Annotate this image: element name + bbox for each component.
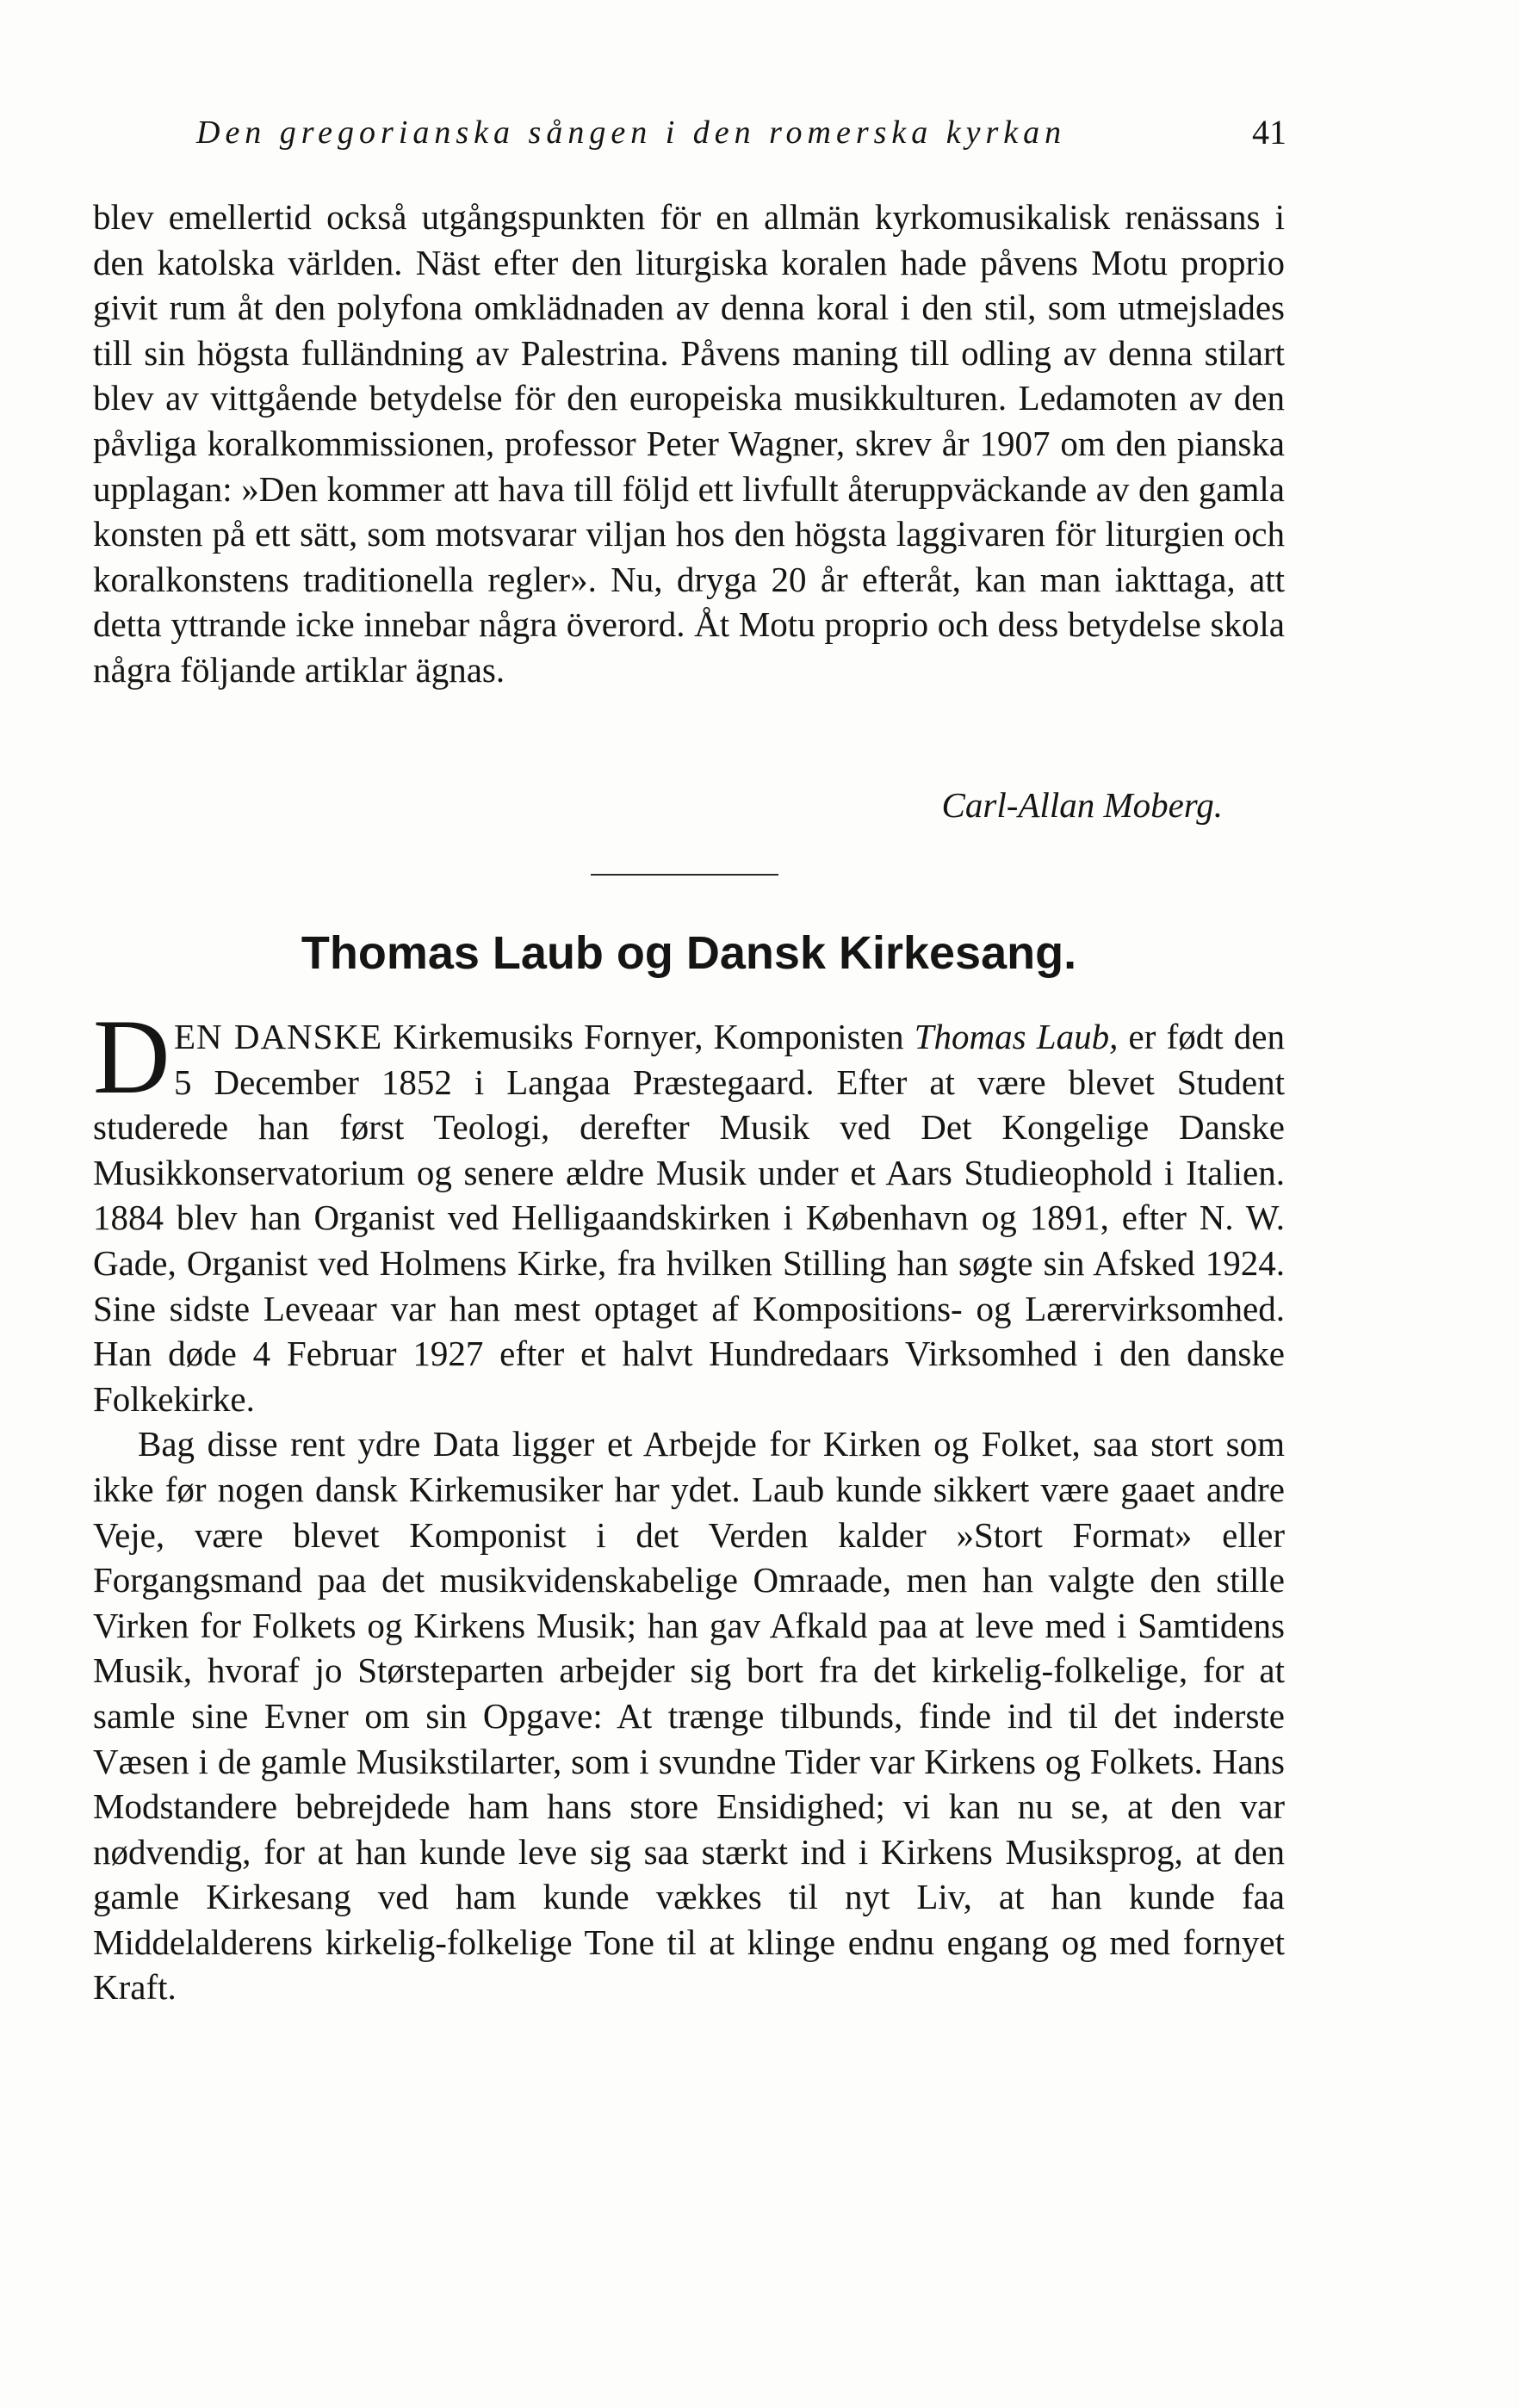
paragraph-text: Kirkemusiks Fornyer, Komponisten (382, 1017, 914, 1056)
danish-article-body (93, 998, 1285, 2010)
drop-cap-box (93, 998, 170, 1116)
author-signature: Carl-Allan Moberg. (941, 785, 1223, 825)
drop-cap: D (93, 998, 170, 1116)
body-paragraph: Bag disse rent ydre Data ligger et Arbejde for Kirken og Folket, saa stort som ikke før nogen dansk Kirkemusiker har ydet. Laub kunde sikkert være gaaet andre Veje, være blevet Komponist i det Verden kalder »Stort Format» eller Forgangsmand paa det musikvidenskabelige Omraade, men han valgte den stille Virken for Folkets og Kirkens Musik; han gav Afkald paa at leve med i Samtidens Musik, hvoraf jo Størsteparten arbejder sig bort fra det kirkelig-folkelige, for at samle sine Evner om sin Opgave: At trænge tilbunds, finde ind til det inderste Væsen i de gamle Musikstilarter, som i svundne Tider var Kirkens og Folkets. Hans Modstandere bebrejdede ham hans store Ensidighed; vi kan nu se, at den var nødvendig, for at han kunde leve sig saa stærkt ind i Kirkens Musiksprog, at den gamle Kirkesang ved ham kunde vækkes til nyt Liv, at han kunde faa Middelalderens kirkelig-folkelige Tone til at klinge endnu engang og med fornyet Kraft. (93, 1424, 1285, 2008)
paragraph-text: er født den 5 December 1852 i Langaa Præstegaard. Efter at være blevet Student studerede han først Teologi, derefter Musik ved Det Kongelige Danske Musikkonservatorium og senere ældre Musik under et Aars Studieophold i Italien. 1884 blev han Organist ved Helligaandskirken i København og 1891, efter N. W. Gade, Organist ved Holmens Kirke, fra hvilken Stilling han søgte sin Afsked 1924. Sine sidste Leveaar var han mest optaget af Kompositions- og Lærervirksomhed. Han døde 4 Februar 1927 efter et halvt Hundredaars Virksomhed i den danske Folkekirke. (93, 1017, 1285, 1419)
page-number: 41 (1252, 113, 1286, 152)
running-head: Den gregorianska sången i den romerska kyrkan (196, 115, 1067, 151)
opening-small-caps: EN DANSKE (174, 1017, 383, 1056)
article-title: Thomas Laub og Dansk Kirkesang. (301, 927, 1077, 979)
body-paragraph (93, 998, 1285, 1421)
section-divider (591, 874, 778, 876)
body-paragraph: blev emellertid också utgångspunkten för en allmän kyrkomusikalisk renässans i den katolska världen. Näst efter den liturgiska koralen hade påvens Motu proprio givit rum åt den polyfona omklädnaden av denna koral i den stil, som utmejslades till sin högsta fulländning av Palestrina. Påvens maning till odling av denna stilart blev av vittgående betydelse för den europeiska musikkulturen. Ledamoten av den påvliga koralkommissionen, professor Peter Wagner, skrev år 1907 om den pianska upplagan: »Den kommer att hava till följd ett livfullt återuppväckande av den gamla konsten på ett sätt, som motsvarar viljan hos den högsta laggivaren för liturgien och koralkonstens traditionella regler». Nu, dryga 20 år efteråt, kan man iakttaga, att detta yttrande icke innebar några överord. Åt Motu proprio och dess betydelse skola några följande artiklar ägnas. (93, 197, 1285, 690)
composer-name: Thomas Laub, (914, 1017, 1119, 1056)
swedish-article-body (93, 195, 1285, 693)
